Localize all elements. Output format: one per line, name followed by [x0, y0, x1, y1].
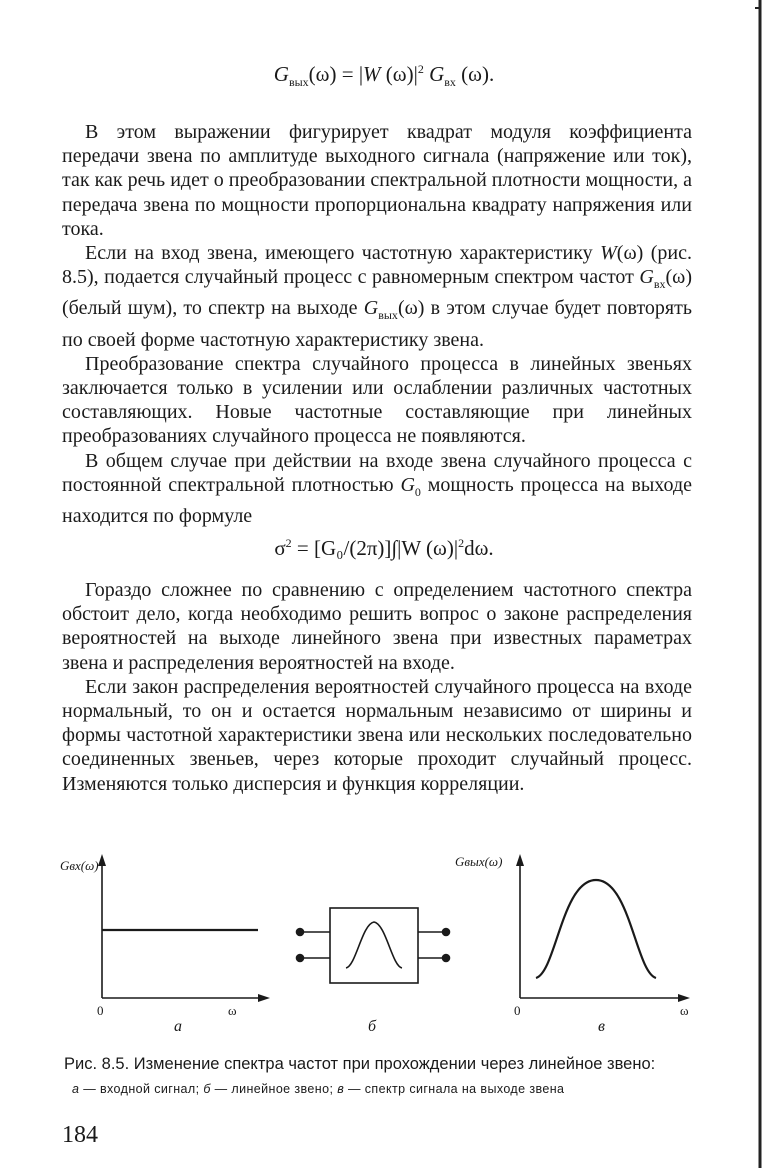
formula-text: (ω) = — [308, 62, 359, 86]
right-origin-label: 0 — [514, 1003, 521, 1018]
left-y-arrow — [98, 854, 106, 866]
page-edge — [748, 0, 768, 1168]
formula-text: (ω) — [380, 62, 414, 86]
formula-symbol: G — [273, 62, 289, 86]
body-text-lower — [62, 578, 692, 796]
formula-symbol: σ — [274, 536, 286, 560]
left-x-label: ω — [228, 1003, 237, 1018]
output-spectrum-curve — [536, 880, 656, 978]
right-x-label: ω — [680, 1003, 689, 1018]
paragraph: В этом выражении фигурирует квадрат модуля коэффициента передачи звена по амплитуде выходного сигнала (напряжение или ток), так как речь идет о преобразовании спектральной плотности мощности, а передача звена по мощности пропорциональна квадрату напряжения или тока. — [62, 121, 692, 240]
formula-text: = [G₀/(2π)]∫|W (ω)| — [291, 536, 459, 560]
formula-output-spectrum: $G_{вых}(\omega) = |W$ $(\omega)|^2$ $G_{вх}$ (ω). — [273, 62, 495, 90]
right-x-arrow — [678, 994, 690, 1002]
formula-text: (ω). — [455, 62, 495, 86]
formula-superscript: 2 — [417, 62, 424, 76]
terminal-dot — [297, 929, 304, 936]
left-plot-ylabel: Gвх(ω) — [60, 858, 99, 873]
figure-caption-legend: а — входной сигнал; б — линейное звено; в — спектр сигнала на выходе звена — [72, 1082, 565, 1096]
body-text-upper — [62, 120, 692, 528]
formula-symbol: G — [423, 62, 445, 86]
panel-label-b: б — [368, 1018, 377, 1035]
left-origin-label: 0 — [97, 1003, 104, 1018]
linear-link-block — [330, 908, 418, 983]
paragraph: Преобразование спектра случайного процесса в линейных звеньях заключается только в усилении или ослаблении различных частотных составляющих. Новые частотные составляющие при линейных преобразованиях случайного процесса не появляются. — [62, 352, 692, 448]
formula-variance: $\sigma^2 = [G_0/(2\pi)]\int|W$ $(\omega)|^2d\omega$. — [274, 536, 494, 560]
right-plot-ylabel: Gвых(ω) — [455, 854, 503, 869]
formula-subscript: вых — [288, 75, 309, 90]
formula-text: dω. — [464, 536, 494, 560]
panel-label-c: в — [598, 1018, 605, 1035]
terminal-dot — [443, 955, 450, 962]
terminal-dot — [297, 955, 304, 962]
panel-label-a: а — [174, 1018, 182, 1035]
paragraph: Если на вход звена, имеющего частотную характеристику W(ω) (рис. 8.5), подается случайный процесс с равномерным спектром частот $G_{вх}(\omega)$ (белый шум), то спектр на выходе $G_{вых}(\omega)$ в этом случае будет повторять по своей форме частотную характеристику звена. — [62, 242, 692, 351]
terminal-dot — [443, 929, 450, 936]
right-y-arrow — [516, 854, 524, 866]
page-number: 184 — [62, 1122, 98, 1148]
formula-subscript: вх — [444, 75, 456, 90]
left-x-arrow — [258, 994, 270, 1002]
paragraph: В общем случае при действии на входе звена случайного процесса с постоянной спектральной плотностью $G_0$ мощность процесса на выходе находится по формуле — [62, 449, 692, 528]
formula-symbol: W — [363, 62, 381, 86]
paragraph: Если закон распределения вероятностей случайного процесса на входе нормальный, то он и остается нормальным независимо от ширины и формы частотной характеристики звена или нескольких последовательно соединенных звеньев, через которые проходит случайный процесс. Изменяются только дисперсия и функция корреляции. — [62, 675, 692, 795]
bandpass-symbol — [346, 922, 402, 968]
figure-8-5 — [0, 850, 768, 1050]
paragraph: Гораздо сложнее по сравнению с определением частотного спектра обстоит дело, когда необходимо решить вопрос о законе распределения вероятностей на выходе линейного звена при известных параметрах звена и распределения вероятностей на входе. — [62, 579, 692, 674]
figure-caption: Рис. 8.5. Изменение спектра частот при прохождении через линейное звено: — [64, 1055, 656, 1073]
